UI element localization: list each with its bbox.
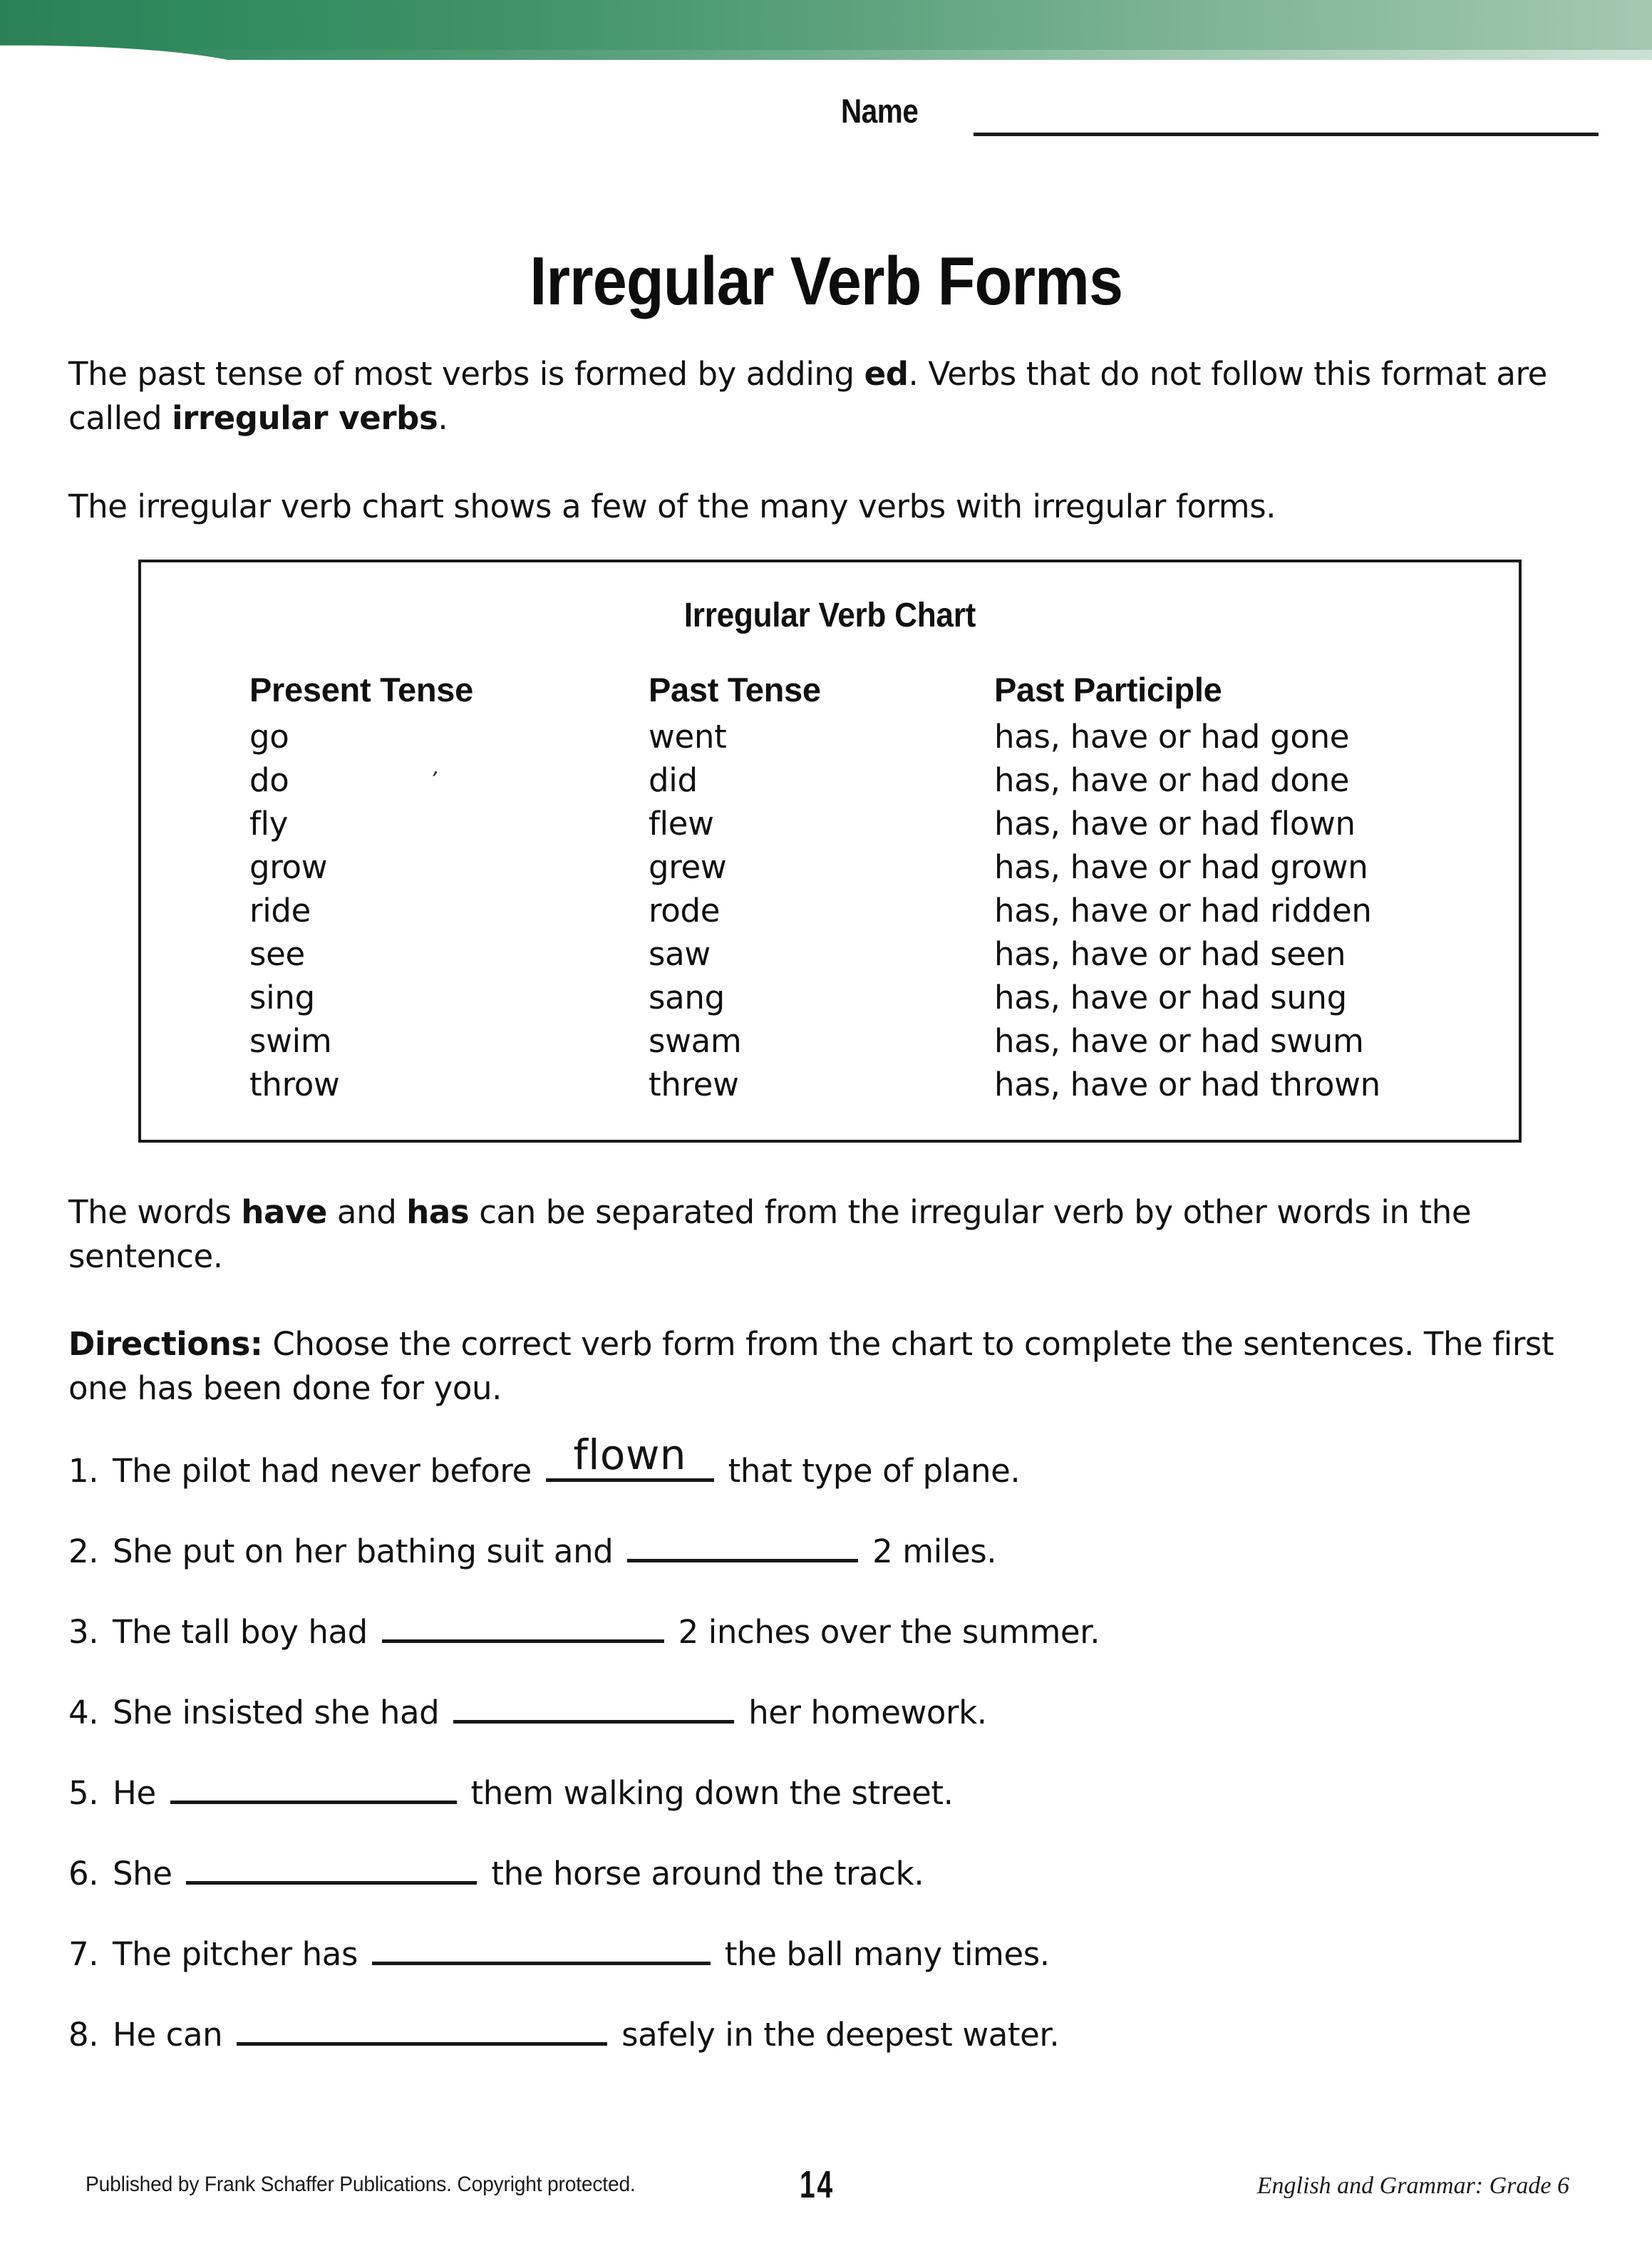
separation-text-1: The words xyxy=(68,1193,242,1231)
verb-cell-participle: has, have or had grown xyxy=(994,848,1368,886)
verb-cell-past: did xyxy=(649,761,698,799)
verb-cell-participle: has, have or had flown xyxy=(994,805,1356,843)
question-item xyxy=(68,1522,1586,1602)
verb-cell-past: flew xyxy=(649,805,714,843)
answer-blank[interactable] xyxy=(546,1431,714,1482)
question-text-after: the ball many times. xyxy=(714,1935,1050,1973)
verb-cell-past: sang xyxy=(649,979,725,1016)
intro-text-1: The past tense of most verbs is formed by adding xyxy=(68,355,864,393)
column-header-present-tense: Present Tense xyxy=(249,671,473,709)
verb-cell-present: do xyxy=(249,761,289,799)
question-item xyxy=(68,1602,1586,1683)
question-text-before: The tall boy had xyxy=(113,1613,378,1651)
verb-cell-participle: has, have or had gone xyxy=(994,718,1350,756)
irregular-verb-chart-box xyxy=(138,560,1522,1143)
question-number: 7. xyxy=(68,1935,99,1973)
irregular-verb-table xyxy=(249,668,1461,1106)
green-header-band xyxy=(0,0,1652,60)
table-row xyxy=(249,715,1461,758)
question-text-before: He can xyxy=(113,2016,233,2054)
footer-page-number: 14 xyxy=(800,2163,835,2206)
question-item xyxy=(68,2005,1586,2086)
answer-blank[interactable] xyxy=(627,1522,858,1562)
header-band-fade xyxy=(0,50,1652,60)
chart-title xyxy=(141,596,1519,635)
question-list xyxy=(68,1431,1586,2086)
question-text-after: that type of plane. xyxy=(718,1452,1021,1490)
answer-blank[interactable] xyxy=(170,1763,457,1804)
directions-paragraph xyxy=(68,1322,1586,1411)
verb-cell-past: swam xyxy=(649,1022,742,1060)
verb-cell-present: ride xyxy=(249,892,311,929)
stray-pencil-mark: , xyxy=(430,754,443,781)
page-title xyxy=(0,242,1652,321)
verb-cell-present: go xyxy=(249,718,289,756)
question-text-after: the horse around the track. xyxy=(481,1855,924,1892)
question-text-after: them walking down the street. xyxy=(460,1774,954,1812)
question-number: 2. xyxy=(68,1532,99,1570)
verb-cell-participle: has, have or had swum xyxy=(994,1022,1364,1060)
verb-cell-past: grew xyxy=(649,848,727,886)
question-number: 1. xyxy=(68,1452,99,1490)
table-row xyxy=(249,1019,1461,1063)
verb-cell-past: saw xyxy=(649,935,711,973)
question-text-before: She xyxy=(113,1855,182,1892)
question-item xyxy=(68,1683,1586,1763)
question-number: 8. xyxy=(68,2016,99,2054)
separation-text-2: and xyxy=(327,1193,407,1231)
question-text-before: The pilot had never before xyxy=(113,1452,542,1490)
chart-title-text: Irregular Verb Chart xyxy=(683,597,976,634)
question-text-before: He xyxy=(113,1774,166,1812)
answer-blank[interactable] xyxy=(237,2005,607,2046)
verb-cell-participle: has, have or had thrown xyxy=(994,1066,1380,1103)
intro-text-3: . xyxy=(438,399,448,437)
table-row xyxy=(249,1063,1461,1106)
intro-bold-irregular-verbs: irregular verbs xyxy=(172,399,438,437)
chart-lead-paragraph: The irregular verb chart shows a few of the many verbs with irregular forms. xyxy=(68,488,1276,525)
verb-cell-participle: has, have or had sung xyxy=(994,979,1347,1016)
intro-bold-ed: ed xyxy=(864,355,909,393)
verb-cell-present: throw xyxy=(249,1066,340,1103)
answer-blank[interactable] xyxy=(382,1602,664,1643)
question-number: 6. xyxy=(68,1855,99,1892)
question-text-after: 2 inches over the summer. xyxy=(668,1613,1100,1651)
column-header-past-tense: Past Tense xyxy=(649,671,821,709)
verb-cell-present: fly xyxy=(249,805,289,843)
answer-blank[interactable] xyxy=(186,1844,477,1885)
verb-cell-present: see xyxy=(249,935,305,973)
verb-cell-participle: has, have or had ridden xyxy=(994,892,1372,929)
question-item xyxy=(68,1844,1586,1925)
table-row xyxy=(249,802,1461,845)
column-header-past-participle: Past Participle xyxy=(994,671,1222,709)
verb-cell-participle: has, have or had done xyxy=(994,761,1350,799)
verb-cell-past: rode xyxy=(649,892,721,929)
answer-text: flown xyxy=(573,1431,687,1479)
question-item xyxy=(68,1925,1586,2005)
name-label: Name xyxy=(841,92,919,130)
table-row xyxy=(249,758,1461,802)
table-row xyxy=(249,932,1461,976)
separation-bold-has: has xyxy=(406,1193,470,1231)
question-number: 5. xyxy=(68,1774,99,1812)
intro-paragraph xyxy=(68,352,1586,441)
directions-text: Choose the correct verb form from the chart to complete the sentences. The first one has been done for you. xyxy=(68,1325,1554,1407)
name-input-line[interactable] xyxy=(974,133,1599,136)
question-text-after: safely in the deepest water. xyxy=(611,2016,1060,2054)
table-row xyxy=(249,889,1461,932)
footer-publisher: Published by Frank Schaffer Publications. Copyright protected. xyxy=(86,2173,636,2196)
question-text-before: She insisted she had xyxy=(113,1694,450,1731)
name-field-row xyxy=(841,91,1600,141)
question-text-after: her homework. xyxy=(738,1694,987,1731)
separation-text-3: can be separated from the irregular verb by other words in the sentence. xyxy=(68,1193,1472,1275)
question-text-after: 2 miles. xyxy=(862,1532,997,1570)
verb-cell-present: grow xyxy=(249,848,328,886)
question-number: 3. xyxy=(68,1613,99,1651)
verb-cell-past: went xyxy=(649,718,727,756)
table-row xyxy=(249,845,1461,889)
verb-cell-present: swim xyxy=(249,1022,332,1060)
intro-text-2: . Verbs that do not follow this format are called xyxy=(68,355,1547,437)
separation-bold-have: have xyxy=(241,1193,328,1231)
verb-cell-present: sing xyxy=(249,979,315,1016)
verb-cell-participle: has, have or had seen xyxy=(994,935,1346,973)
question-text-before: She put on her bathing suit and xyxy=(113,1532,624,1570)
page-title-text: Irregular Verb Forms xyxy=(530,243,1122,319)
table-row xyxy=(249,976,1461,1019)
page-footer xyxy=(0,2163,1652,2217)
verb-cell-past: threw xyxy=(649,1066,739,1103)
answer-blank[interactable] xyxy=(372,1925,711,1965)
question-number: 4. xyxy=(68,1694,99,1731)
footer-book-title: English and Grammar: Grade 6 xyxy=(1256,2173,1569,2199)
table-header-row xyxy=(249,668,1461,715)
question-text-before: The pitcher has xyxy=(113,1935,368,1973)
answer-blank[interactable] xyxy=(453,1683,734,1724)
separation-note-paragraph xyxy=(68,1190,1501,1279)
question-item xyxy=(68,1431,1586,1522)
question-item xyxy=(68,1763,1586,1844)
directions-label: Directions: xyxy=(68,1325,263,1363)
